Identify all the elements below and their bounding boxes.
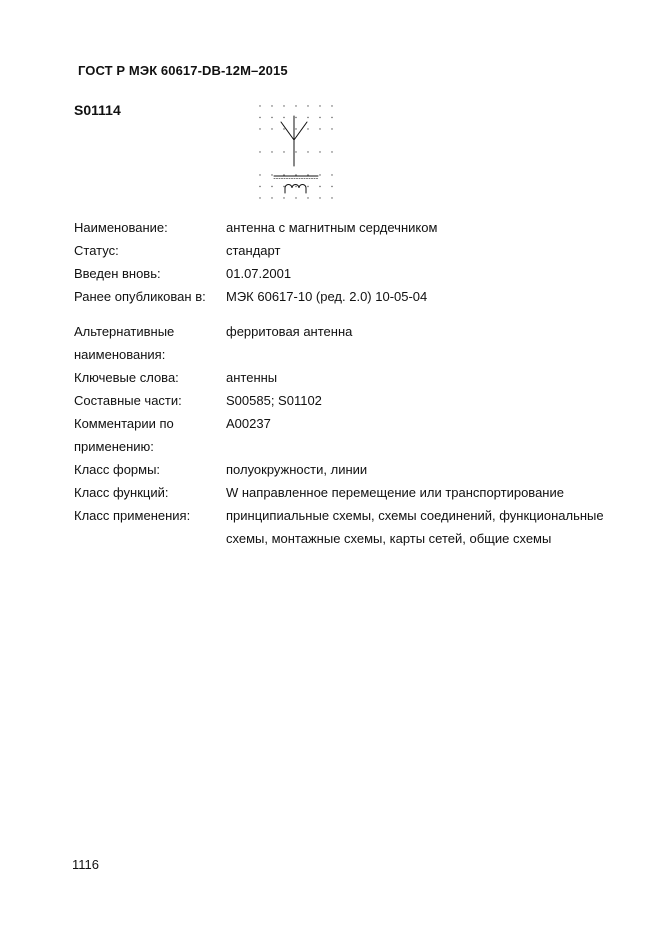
symbol-code: S01114 <box>74 102 121 118</box>
field-row-previously-published <box>74 285 614 308</box>
field-row-name <box>74 216 614 239</box>
field-value: антенны <box>226 370 278 385</box>
document-header: ГОСТ Р МЭК 60617-DB-12M–2015 <box>78 63 288 78</box>
coil-winding <box>285 185 306 194</box>
field-value: 01.07.2001 <box>226 266 292 281</box>
field-row-application-class <box>74 504 614 550</box>
field-row-application-notes <box>74 412 614 458</box>
field-label: Составные части: <box>74 393 182 408</box>
field-label: Ранее опубликован в: <box>74 289 206 304</box>
field-value: МЭК 60617-10 (ред. 2.0) 10-05-04 <box>226 289 428 304</box>
field-value: A00237 <box>226 416 271 431</box>
field-row-function-class <box>74 481 614 504</box>
field-label: Класс формы: <box>74 462 161 477</box>
field-row-status <box>74 239 614 262</box>
field-row-shape-class <box>74 458 614 481</box>
field-label: Введен вновь: <box>74 266 161 281</box>
field-row-components <box>74 389 614 412</box>
ferrite-antenna-symbol-icon <box>252 100 336 218</box>
field-value: ферритовая антенна <box>226 324 353 339</box>
field-label: Наименование: <box>74 220 168 235</box>
field-label: Альтернативные наименования: <box>74 324 175 362</box>
field-value: антенна с магнитным сердечником <box>226 220 438 235</box>
field-value: S00585; S01102 <box>226 393 322 408</box>
field-value: стандарт <box>226 243 281 258</box>
antenna-right-arm <box>294 122 307 140</box>
field-label: Ключевые слова: <box>74 370 179 385</box>
antenna-left-arm <box>281 122 294 140</box>
field-row-keywords <box>74 366 614 389</box>
field-label: Класс функций: <box>74 485 169 500</box>
page-number: 1116 <box>72 857 99 872</box>
field-value: полуокружности, линии <box>226 462 368 477</box>
field-label: Комментарии по применению: <box>74 416 174 454</box>
field-row-alternative-names <box>74 320 614 366</box>
field-label: Статус: <box>74 243 119 258</box>
field-value: принципиальные схемы, схемы соединений, функциональные схемы, монтажные схемы, карты сетей, общие схемы <box>226 508 604 546</box>
field-value: W направленное перемещение или транспортирование <box>226 485 564 500</box>
symbol-fields <box>74 216 614 550</box>
field-row-introduced <box>74 262 614 285</box>
field-label: Класс применения: <box>74 508 191 523</box>
